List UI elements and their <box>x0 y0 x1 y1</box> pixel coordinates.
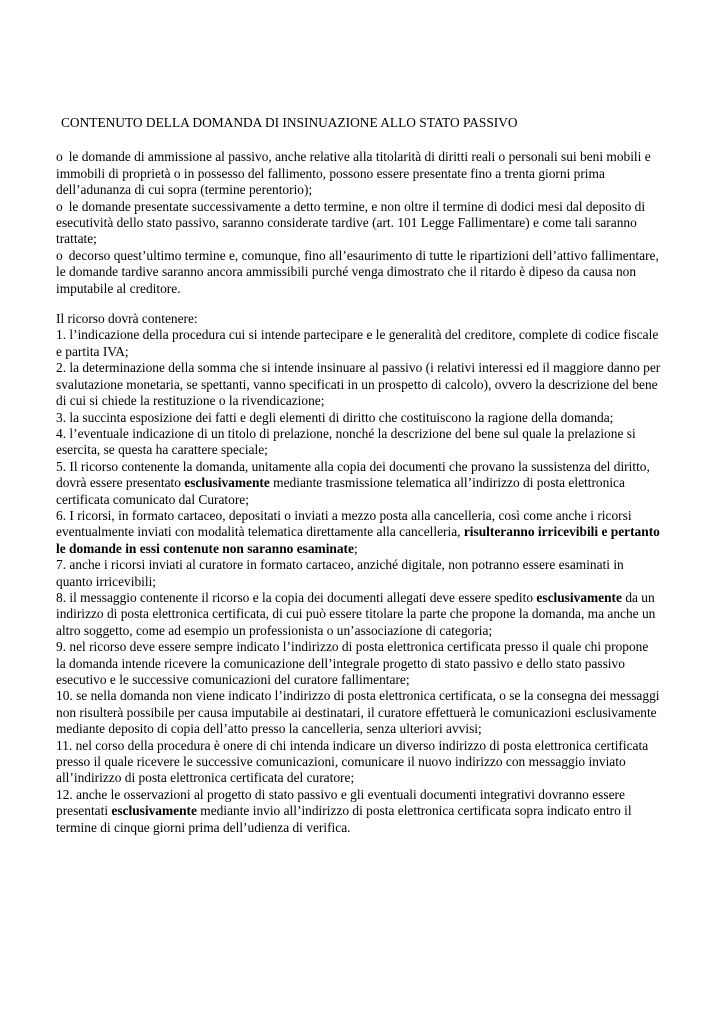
list-item: 4. l’eventuale indicazione di un titolo di prelazione, nonché la descrizione del bene sul quale la prelazione si esercita, se questa ha carattere speciale; <box>56 425 636 458</box>
list-item-text: da un indirizzo di posta elettronica certificata, di cui può essere titolare la parte che propone la domanda, ma anche un altro soggetto, come ad esempio un professionista o un’associazione di categoria; <box>56 589 656 638</box>
list-item <box>56 787 661 836</box>
list-item <box>56 590 661 639</box>
list-item-text: mediante invio all’indirizzo di posta elettronica certificata sopra indicato entro il termine di cinque giorni prima dell’udienza di verifica. <box>56 803 632 835</box>
bullet-item <box>56 199 661 248</box>
bullet-list <box>56 149 661 297</box>
bullet-item <box>56 149 661 198</box>
emphasis-text: esclusivamente <box>184 475 270 491</box>
list-item-text: 5. Il ricorso contenente la domanda, unitamente alla copia dei documenti che provano la sussistenza del diritto, dovrà essere presentato <box>56 458 650 491</box>
spacer <box>56 131 661 149</box>
list-item: 9. nel ricorso deve essere sempre indicato l’indirizzo di posta elettronica certificata presso il quale chi propone la domanda intende ricevere la comunicazione dell’integrale progetto di stato passivo e dello stato passivo esecutivo e le successive comunicazioni del curatore fallimentare; <box>56 639 649 687</box>
list-item <box>56 508 661 557</box>
list-item: 1. l’indicazione della procedura cui si intende partecipare e le generalità del creditore, complete di codice fiscale e partita IVA; <box>56 327 659 359</box>
hollow-bullet-icon: o <box>56 149 63 165</box>
emphasis-text: esclusivamente <box>536 589 622 605</box>
hollow-bullet-icon: o <box>56 247 63 263</box>
document-page <box>56 115 661 836</box>
hollow-bullet-icon: o <box>56 198 63 214</box>
bullet-text: le domande presentate successivamente a detto termine, e non oltre il termine di dodici mesi dal deposito di esecutività dello stato passivo, saranno considerate tardive (art. 101 Legge Fallimentare) e come tali saranno trattate; <box>56 198 646 247</box>
document-title: CONTENUTO DELLA DOMANDA DI INSINUAZIONE ALLO STATO PASSIVO <box>61 115 518 130</box>
bullet-item <box>56 248 661 297</box>
list-item-text: 8. il messaggio contenente il ricorso e la copia dei documenti allegati deve essere spedito <box>56 589 537 605</box>
spacer <box>56 297 661 311</box>
list-item: 10. se nella domanda non viene indicato l’indirizzo di posta elettronica certificata, o se la consegna dei messaggi non risulterà possibile per causa imputabile ai destinatari, il curatore effettuerà le comunicazioni esclusivamente mediante deposito di copia dell’atto presso la cancelleria, senza ulteriori avvisi; <box>56 688 660 737</box>
list-item <box>56 459 661 508</box>
list-item: 7. anche i ricorsi inviati al curatore in formato cartaceo, anziché digitale, non potranno essere esaminati in quanto irricevibili; <box>56 557 624 589</box>
list-item: 11. nel corso della procedura è onere di chi intenda indicare un diverso indirizzo di posta elettronica certificata presso il quale ricevere le successive comunicazioni, comunicare il nuovo indirizzo con messaggio inviato all’indirizzo di posta elettronica certificata del curatore; <box>56 737 649 786</box>
list-item-text: 6. I ricorsi, in formato cartaceo, depositati o inviati a mezzo posta alla cancelleria, così come anche i ricorsi eventualmente inviati con modalità telematica direttamente alla cancelleria, <box>56 507 632 540</box>
numbered-list <box>56 327 661 836</box>
list-item-text: 12. anche le osservazioni al progetto di stato passivo e gli eventuali documenti integrativi dovranno essere presentati <box>56 786 625 819</box>
emphasis-text: risulteranno irricevibili e pertanto le domande in essi contenute non saranno esaminate <box>56 524 660 556</box>
list-item: 3. la succinta esposizione dei fatti e degli elementi di diritto che costituiscono la ragione della domanda; <box>56 409 614 425</box>
bullet-text: le domande di ammissione al passivo, anche relative alla titolarità di diritti reali o personali sui beni mobili e immobili di proprietà o in possesso del fallimento, possono essere presentate fino a trenta giorni prima dell’adunanza di cui sopra (termine perentorio); <box>56 149 651 198</box>
list-item: 2. la determinazione della somma che si intende insinuare al passivo (i relativi interessi ed il maggiore danno per svalutazione monetaria, se spettanti, vanno specificati in un prospetto di calcolo), ovvero la descrizione del bene di cui si chiede la restituzione o la rivendicazione; <box>56 360 661 409</box>
list-item-text: ; <box>353 540 358 556</box>
list-item-text: mediante trasmissione telematica all’indirizzo di posta elettronica certificata comunicato dal Curatore; <box>56 475 625 507</box>
list-intro: Il ricorso dovrà contenere: <box>56 311 198 327</box>
bullet-text: decorso quest’ultimo termine e, comunque, fino all’esaurimento di tutte le ripartizioni dell’attivo fallimentare, le domande tardive saranno ancora ammissibili purché venga dimostrato che il ritardo è dipeso da causa non imputabile al creditore. <box>56 247 659 296</box>
emphasis-text: esclusivamente <box>111 803 197 819</box>
